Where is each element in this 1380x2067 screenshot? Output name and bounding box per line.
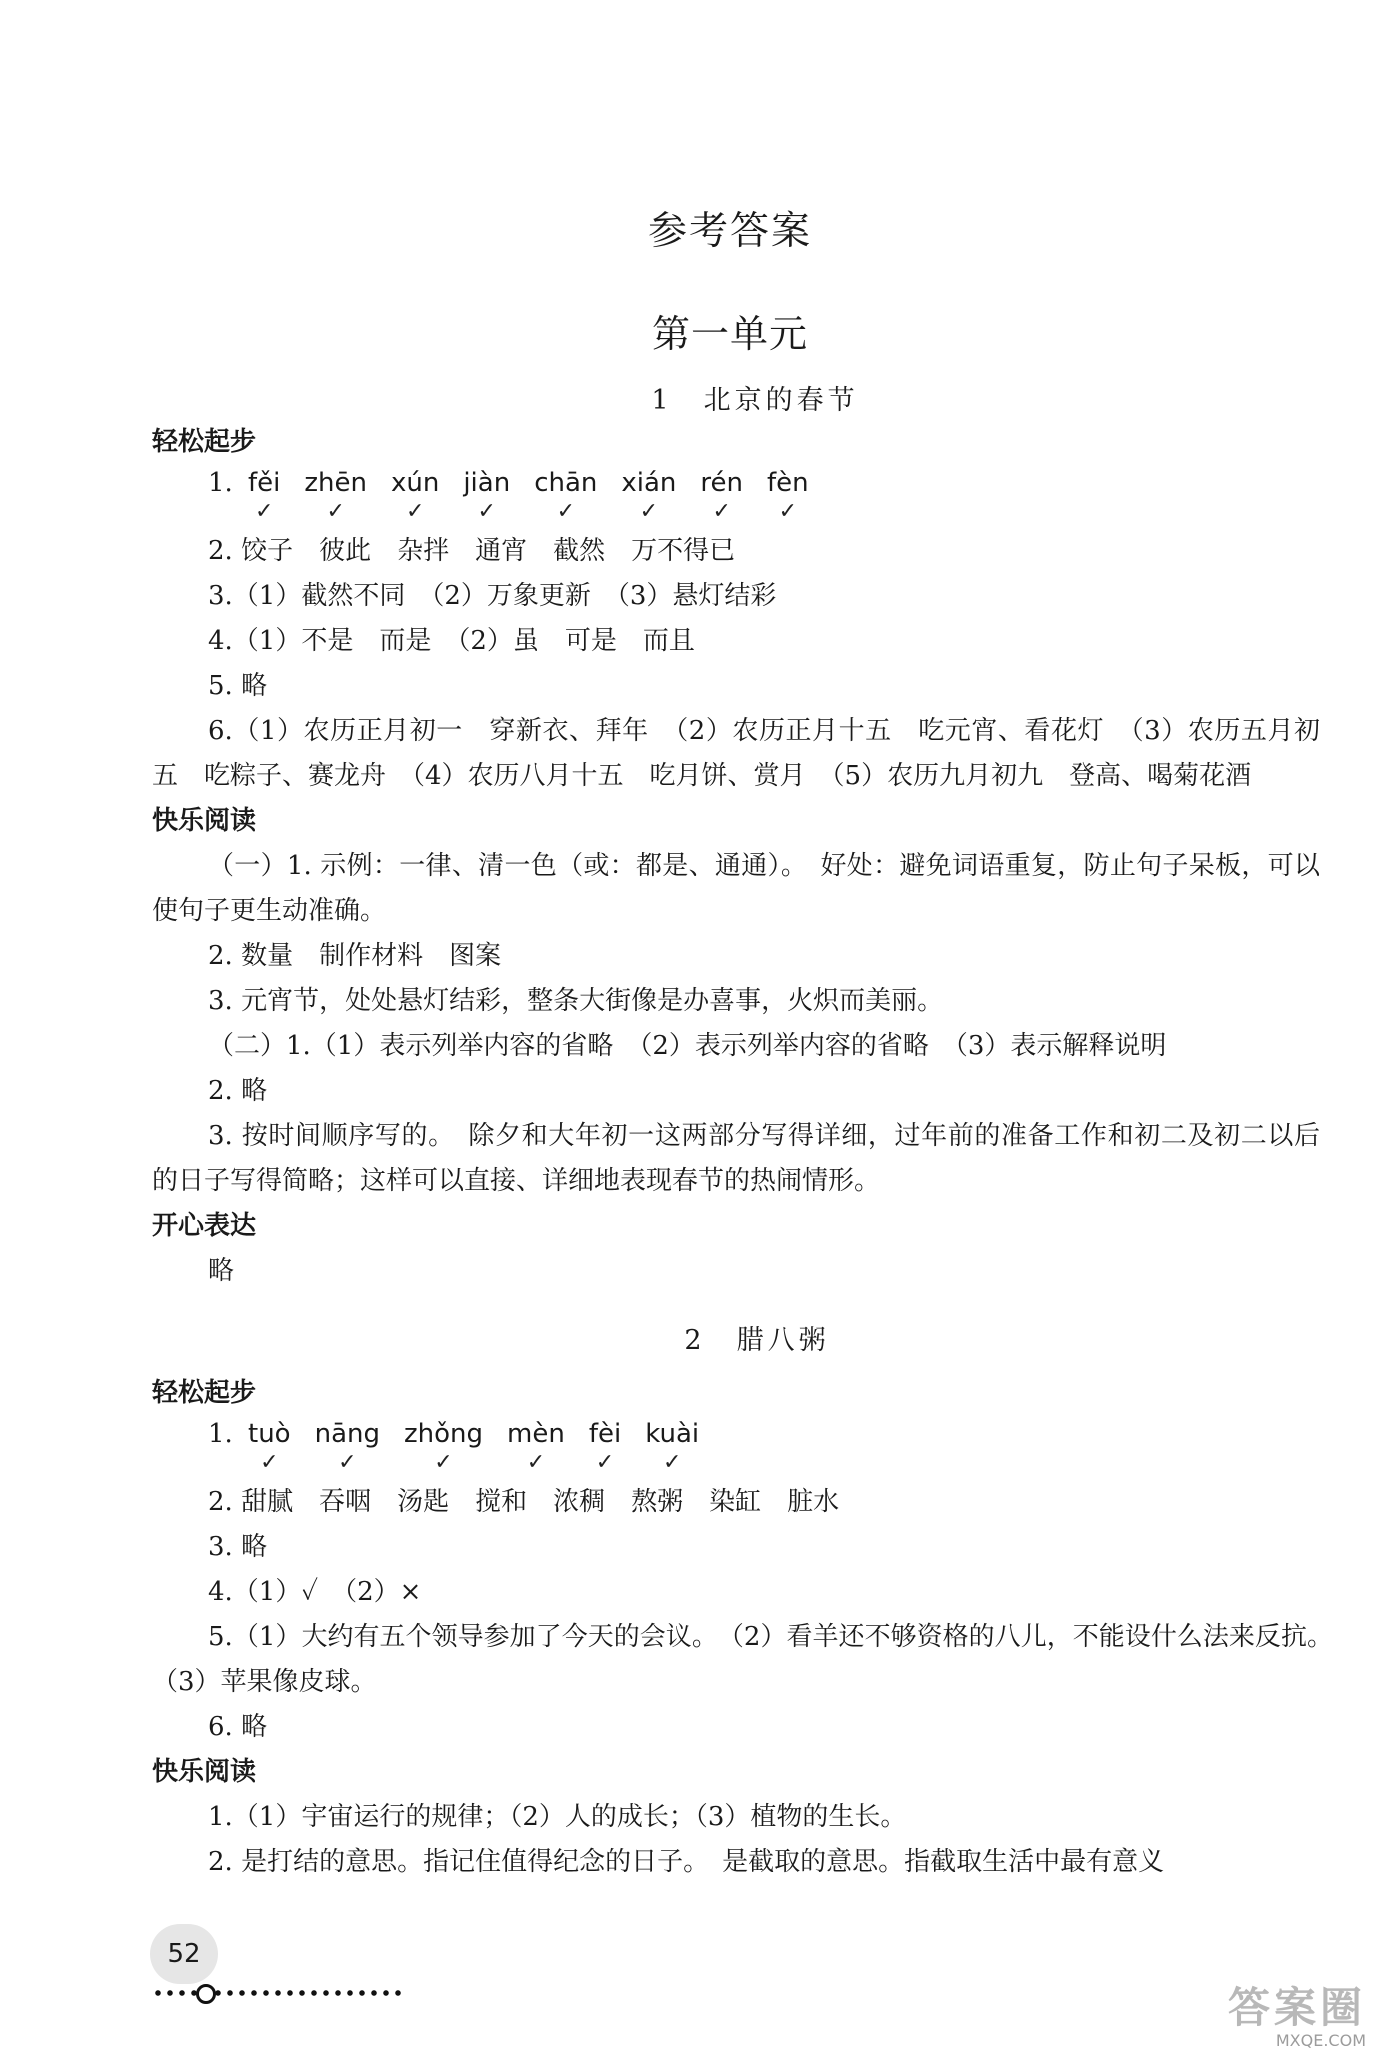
answer-content [152,420,1347,1885]
answer-line: 2. 饺子 彼此 杂拌 通宵 截然 万不得已 [208,536,736,566]
check-mark-icon: ✓ [595,1450,615,1475]
page-number: 52 [150,1924,218,1984]
pinyin-item: mèn ✓ [507,1419,565,1475]
pinyin-item: xián ✓ [621,468,677,524]
check-mark-icon: ✓ [405,499,425,524]
answer-line: 2. 数量 制作材料 图案 [208,941,502,971]
check-mark-icon: ✓ [639,499,659,524]
footer-dotted-line [152,1989,402,1997]
pinyin-item: xún ✓ [390,468,440,524]
answer-line: 3. 略 [208,1532,268,1562]
check-mark-icon: ✓ [434,1450,453,1475]
watermark-brand: 答案圈 [1227,1983,1366,2032]
answer-line: 2. 甜腻 吞咽 汤匙 搅和 浓稠 熬粥 染缸 脏水 [208,1487,840,1517]
check-mark-icon: ✓ [712,499,731,524]
lesson-1-title: 1 北京的春节 [651,385,859,416]
watermark-logo [1156,1985,1366,2051]
answer-line: 3.（1）截然不同 （2）万象更新 （3）悬灯结彩 [208,581,777,611]
answer-line: 2. 略 [208,1076,268,1106]
section-heading-easy-start: 轻松起步 [152,427,257,457]
pinyin-item: tuò ✓ [248,1419,291,1475]
answer-line: 3. 元宵节，处处悬灯结彩，整条大街像是办喜事，火炽而美丽。 [208,986,944,1016]
page-title: 参考答案 [647,209,812,254]
section-heading-reading: 快乐阅读 [152,1757,257,1787]
unit-heading: 第一单元 [651,312,808,356]
footer-circle-icon [196,1984,216,2004]
answer-line: 5. 略 [208,671,268,701]
check-mark-icon: ✓ [526,1450,546,1475]
pinyin-item: chān ✓ [534,468,598,524]
section-heading-express: 开心表达 [152,1211,257,1241]
pinyin-item: jiàn ✓ [463,468,511,524]
answer-line: 略 [208,1256,235,1286]
section-heading-easy-start: 轻松起步 [152,1378,257,1408]
answer-paragraph: 5.（1）大约有五个领导参加了今天的会议。 （2）看羊还不够资格的八儿，不能设什么法来反抗。 （3）苹果像皮球。 [152,1622,1347,1697]
pinyin-item: fèn ✓ [767,468,809,524]
pinyin-item: fèi ✓ [588,1419,622,1475]
pinyin-item: zhǒng ✓ [404,1419,484,1475]
answer-line: 2. 是打结的意思。指记住值得纪念的日子。 是截取的意思。指截取生活中最有意义 [208,1847,1165,1877]
pinyin-answer-row [152,465,1320,523]
pinyin-item: fěi ✓ [248,468,281,524]
answer-line: （二）1.（1）表示列举内容的省略 （2）表示列举内容的省略 （3）表示解释说明 [208,1031,1167,1061]
answer-paragraph: （一）1. 示例：一律、清一色（或：都是、通通）。 好处：避免词语重复，防止句子呆板，可以使句子更生动准确。 [152,851,1320,926]
question-number: 1. [208,1419,233,1449]
answer-line: 6. 略 [208,1712,268,1742]
answer-paragraph: 6.（1）农历正月初一 穿新衣、拜年 （2）农历正月十五 吃元宵、看花灯 （3）农历五月初五 吃粽子、赛龙舟 （4）农历八月十五 吃月饼、赏月 （5）农历九月初九 登高、喝菊花酒 [152,716,1320,791]
answer-paragraph: 3. 按时间顺序写的。 除夕和大年初一这两部分写得详细，过年前的准备工作和初二及初二以后的日子写得简略；这样可以直接、详细地表现春节的热闹情形。 [152,1121,1320,1196]
answer-line: 1.（1）宇宙运行的规律；（2）人的成长；（3）植物的生长。 [208,1802,907,1832]
pinyin-answer-row [152,1416,1320,1474]
check-mark-icon: ✓ [477,499,496,524]
question-number: 1. [208,468,233,498]
pinyin-item: rén ✓ [700,468,743,524]
pinyin-item: kuài ✓ [645,1419,700,1475]
pinyin-item: zhēn ✓ [304,468,367,524]
check-mark-icon: ✓ [260,1450,279,1475]
check-mark-icon: ✓ [778,499,798,524]
check-mark-icon: ✓ [662,1450,682,1475]
watermark-url: MXQE.COM [1275,2031,1366,2050]
check-mark-icon: ✓ [338,1450,357,1475]
answer-line: 4.（1）✓ （2）× [208,1577,422,1607]
check-mark-icon: ✓ [556,499,575,524]
check-mark-icon: ✓ [326,499,345,524]
check-mark-icon: ✓ [254,499,274,524]
lesson-2-title: 2 腊八粥 [684,1325,830,1356]
answer-line: 4.（1）不是 而是 （2）虽 可是 而且 [208,626,695,656]
section-heading-reading: 快乐阅读 [152,806,257,836]
pinyin-item: nāng ✓ [314,1419,380,1475]
